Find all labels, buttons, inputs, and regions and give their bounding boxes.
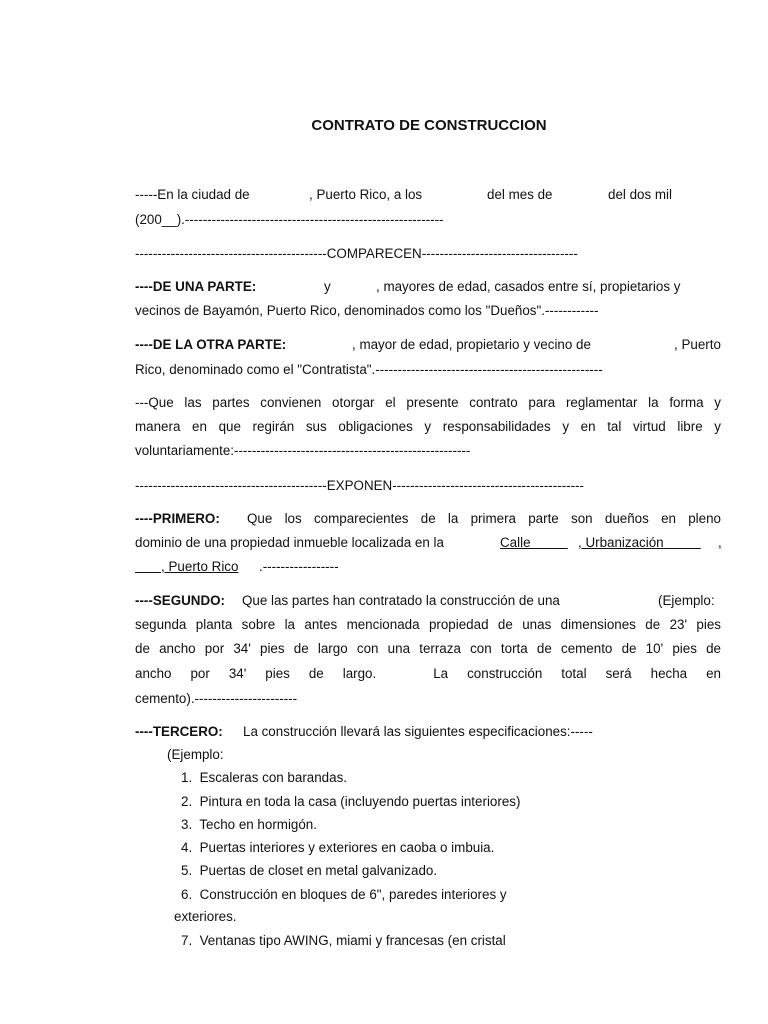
- primero-puerto-rico: [135, 558, 238, 576]
- puerto-rico-label: , Puerto Rico: [161, 559, 239, 574]
- convienen-line-2: manera en que regirán sus obligaciones y responsabilidades y en tal virtud libre y: [135, 419, 721, 434]
- segundo-label: ----SEGUNDO:: [135, 593, 226, 608]
- convienen-line-1: ---Que las partes convienen otorgar el presente contrato para reglamentar la forma y: [135, 395, 721, 410]
- list-item: 2. Pintura en toda la casa (incluyendo puertas interiores): [181, 794, 521, 809]
- primero-label: ----PRIMERO:: [135, 511, 220, 526]
- otra-parte-text: , mayor de edad, propietario y vecino de: [352, 337, 591, 352]
- comparecen-heading: -------------------------------------------COMPARECEN-----------------------------------: [135, 246, 578, 261]
- segundo-line-5: cemento).-----------------------: [135, 691, 298, 706]
- segundo-line-3: de ancho por 34' pies de largo con una terraza con torta de cemento de 10' pies de: [135, 641, 721, 656]
- una-parte-line-2: vecinos de Bayamón, Puerto Rico, denominados como los "Dueños".------------: [135, 303, 599, 318]
- intro-line-1: [135, 186, 250, 204]
- primero-line-1: Que los comparecientes de la primera parte son dueños en pleno: [247, 511, 721, 526]
- tercero-line-1: La construcción llevará las siguientes especificaciones:-----: [243, 724, 593, 739]
- list-item: 3. Techo en hormigón.: [181, 817, 317, 832]
- list-item: 1. Escaleras con barandas.: [181, 770, 347, 785]
- tercero-label: ----TERCERO:: [135, 724, 223, 739]
- una-parte-text: , mayores de edad, casados entre sí, propietarios y: [376, 279, 681, 294]
- primero-calle: [500, 534, 568, 552]
- intro-line-1c: del mes de: [487, 187, 553, 202]
- list-item: 6. Construcción en bloques de 6", paredes interiores y: [181, 887, 507, 902]
- calle-label: Calle: [500, 535, 531, 550]
- intro-line-1d: del dos mil: [608, 187, 673, 202]
- document-title: CONTRATO DE CONSTRUCCION: [311, 117, 547, 134]
- intro-line-1b: , Puerto Rico, a los: [309, 187, 423, 202]
- urbanizacion-label: , Urbanización: [578, 535, 664, 550]
- primero-urbanizacion: [578, 534, 701, 552]
- intro-line-2: (200__).----------------------------------------------------------: [135, 212, 444, 227]
- list-item: 4. Puertas interiores y exteriores en caoba o imbuia.: [181, 840, 495, 855]
- primero-comma: ,: [718, 535, 722, 550]
- otra-parte-line-2: Rico, denominado como el "Contratista".---------------------------------------------------: [135, 362, 603, 377]
- primero-line-2a: dominio de una propiedad inmueble localizada en la: [135, 535, 444, 550]
- una-parte-label: ----DE UNA PARTE:: [135, 279, 257, 294]
- exponen-heading: -------------------------------------------EXPONEN-------------------------------------------: [135, 478, 584, 493]
- list-item-continuation: exteriores.: [174, 909, 237, 924]
- segundo-line-2: segunda planta sobre la antes mencionada propiedad de unas dimensiones de 23' pies: [135, 617, 721, 632]
- una-parte-y: y: [324, 279, 331, 294]
- tercero-ejemplo: (Ejemplo:: [167, 747, 224, 762]
- otra-parte-puerto: , Puerto: [674, 337, 721, 352]
- segundo-line-4: ancho por 34' pies de largo. La construcción total será hecha en: [135, 666, 721, 681]
- segundo-line-1b: (Ejemplo:: [658, 593, 715, 608]
- convienen-line-3: voluntariamente:-----------------------------------------------------: [135, 443, 471, 458]
- otra-parte-label: ----DE LA OTRA PARTE:: [135, 337, 287, 352]
- intro-text-a: -----En la ciudad de: [135, 187, 250, 202]
- primero-line-3-dashes: .-----------------: [259, 559, 339, 574]
- list-item: 5. Puertas de closet en metal galvanizado.: [181, 863, 438, 878]
- list-item: 7. Ventanas tipo AWING, miami y francesas (en cristal: [181, 933, 506, 948]
- segundo-line-1a: Que las partes han contratado la construcción de una: [242, 593, 560, 608]
